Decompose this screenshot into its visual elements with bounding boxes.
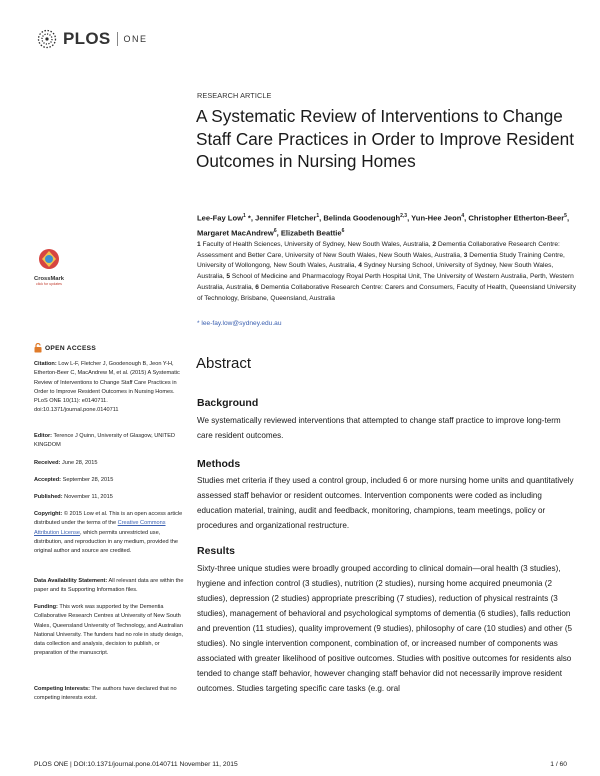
author-name[interactable]: Lee-Fay Low	[197, 213, 243, 223]
editor-text: Terence J Quinn, University of Glasgow, UNITED KINGDOM	[34, 433, 176, 449]
author-name[interactable]: Yun-Hee Jeon	[411, 213, 462, 223]
background-heading: Background	[197, 397, 259, 409]
author-name[interactable]: Elizabeth Beattie	[280, 228, 342, 238]
accepted-label: Accepted:	[34, 477, 62, 483]
logo-brand: PLOS	[63, 29, 111, 48]
corresponding-email-link[interactable]: * lee-fay.low@sydney.edu.au	[197, 320, 282, 327]
open-access-label: OPEN ACCESS	[45, 344, 97, 352]
copyright-text: © 2015 Low et al. This is an open access article distributed under the terms of the	[34, 511, 183, 527]
affil-number: 3	[463, 251, 468, 259]
affil-number: 1	[197, 241, 201, 248]
author-name[interactable]: Jennifer Fletcher	[255, 213, 317, 223]
page-footer: PLOS ONE | DOI:10.1371/journal.pone.0140711 November 11, 2015	[34, 761, 238, 768]
editor-block	[34, 432, 184, 451]
received-label: Received:	[34, 460, 61, 466]
citation-label: Citation:	[34, 361, 57, 367]
page-number: 1 / 60	[550, 761, 567, 768]
author-list: Lee-Fay Low$^1$ *, Jennifer Fletcher$^1$, Belinda Goodenough$^{2,3}$, Yun-Hee Jeon$^4$, Christopher Etherton-Beer$^5$, Margaret MacAndrew$^6$, Elizabeth Beattie$^6$	[197, 213, 570, 238]
author-affil-sup: 6	[341, 227, 345, 234]
article-title: A Systematic Review of Interventions to Change Staff Care Practices in Order to Improve Resident Outcomes in Nursing Homes	[196, 106, 574, 172]
affil-number: 6	[255, 283, 259, 291]
crossmark-badge[interactable]	[34, 248, 64, 286]
crossmark-label: CrossMark	[34, 276, 64, 282]
published-label: Published:	[34, 494, 63, 500]
affil-text: Dementia Study Training Centre, University of Wollongong, New South Wales, Australia,	[197, 251, 565, 270]
citation-block	[34, 360, 184, 416]
funding-block	[34, 603, 184, 659]
competing-label: Competing Interests:	[34, 686, 90, 692]
accepted-block	[34, 476, 184, 485]
data-availability-text: All relevant data are within the paper and its Supporting Information files.	[34, 578, 184, 594]
received-block	[34, 459, 184, 468]
open-access-badge	[34, 343, 96, 353]
plos-dots-icon	[34, 28, 60, 50]
author-affil-sup: 2,3	[400, 213, 408, 219]
received-text: June 28, 2015	[62, 460, 98, 466]
author-affil-sup: 1	[316, 213, 320, 219]
funding-text: This work was supported by the Dementia Collaborative Research Centres at University of New South Wales, Queensland University of Technology, and Australian National University. The funders had no role in study design, data collection and analysis, decision to publish, or preparation of the manuscript.	[34, 604, 184, 657]
open-lock-icon	[34, 343, 42, 353]
affiliations	[197, 240, 577, 304]
affil-text: Sydney Nursing School, University of Sydney, New South Wales, Australia,	[197, 262, 554, 281]
plos-one-logo	[34, 28, 148, 50]
crossmark-sub: click for updates	[36, 282, 62, 286]
copyright-text-post: , which permits unrestricted use, distribution, and reproduction in any medium, provided the original author and source are credited.	[34, 529, 178, 555]
article-type: RESEARCH ARTICLE	[197, 91, 272, 100]
author-affil-sup: 5	[564, 213, 567, 219]
results-heading: Results	[197, 545, 235, 557]
citation-text: Low L-F, Fletcher J, Goodenough B, Jeon Y-H, Etherton-Beer C, MacAndrew M, et al. (2015) A Systematic Review of Interventions to Change Staff Care Practices in Order to Improve Resident Outcomes in Nursing Homes. PLoS ONE 10(11): e0140711. doi:10.1371/journal.pone.0140711	[34, 361, 180, 414]
accepted-text: September 28, 2015	[62, 477, 114, 483]
competing-text: The authors have declared that no competing interests exist.	[34, 686, 177, 702]
competing-interests-block	[34, 685, 184, 704]
editor-label: Editor:	[34, 433, 53, 439]
author-affil-sup: 6	[273, 227, 277, 234]
author-affil-sup: 4	[461, 213, 465, 219]
affil-text: Dementia Collaborative Research Centre: Assessment and Better Care, University of New South Wales, New South Wales, Australia,	[197, 241, 560, 259]
affil-number: 4	[358, 262, 362, 270]
author-name[interactable]: Margaret MacAndrew	[197, 228, 274, 238]
author-name[interactable]: Belinda Goodenough	[323, 213, 401, 223]
affil-text: Dementia Collaborative Research Centre: Carers and Consumers, Faculty of Health, Queensland University of Technology, Brisbane, Queensland, Australia	[197, 283, 576, 302]
author-affil-sup: 1	[243, 213, 246, 219]
copyright-label: Copyright:	[34, 511, 63, 517]
funding-label: Funding:	[34, 604, 58, 610]
corresponding-mark: *	[247, 213, 251, 223]
affil-number: 5	[226, 273, 231, 281]
background-text: We systematically reviewed interventions that attempted to change staff practice to improve long-term care resident outcomes.	[197, 416, 561, 440]
abstract-heading: Abstract	[196, 355, 252, 372]
affil-text: School of Medicine and Pharmacology Royal Perth Hospital Unit, The University of Western Australia, Perth, Western Australia, Australia,	[197, 273, 574, 291]
logo-separator	[117, 32, 118, 46]
affil-text: Faculty of Health Sciences, University of Sydney, New South Wales, Australia,	[202, 241, 431, 248]
published-text: November 11, 2015	[64, 494, 113, 500]
data-availability-block	[34, 577, 184, 596]
published-block	[34, 493, 184, 502]
data-availability-label: Data Availability Statement:	[34, 578, 108, 584]
methods-heading: Methods	[197, 458, 241, 470]
license-link[interactable]: Creative Commons Attribution License	[34, 520, 166, 536]
logo-journal: ONE	[123, 34, 148, 44]
copyright-block	[34, 510, 184, 556]
affil-number: 2	[432, 241, 436, 248]
author-name[interactable]: Christopher Etherton-Beer	[468, 213, 565, 223]
methods-text: Studies met criteria if they used a control group, included 6 or more nursing home units and quantitatively assessed staff behavior or resident outcomes. Intervention components were coded as including education material, training, audit and feedback, monitoring, champions, team meetings, policy or procedures and organizational restructure.	[197, 476, 574, 530]
crossmark-icon	[38, 248, 60, 270]
results-text: Sixty-three unique studies were broadly grouped according to clinical domain—oral health (3 studies), hygiene and infection control (3 studies), nutrition (2 studies), nursing home acquired pneumonia (2 studies), depression (2 studies) appropriate prescribing (7 studies), reduction of physical restraints (3 studies), management of behavioral and psychological symptoms of dementia (6 studies), falls reduction and prevention (11 studies), quality improvement (9 studies), philosophy of care (10 studies) and other (5 studies). No single intervention component, combination of, or increased number of components was associated with greater likelihood of positive outcomes. Studies with positive outcomes for residents also tended to change staff behavior, however changing staff behavior did not necessarily improve resident outcomes. Studies targeting specific care tasks (e.g. oral	[197, 564, 573, 693]
